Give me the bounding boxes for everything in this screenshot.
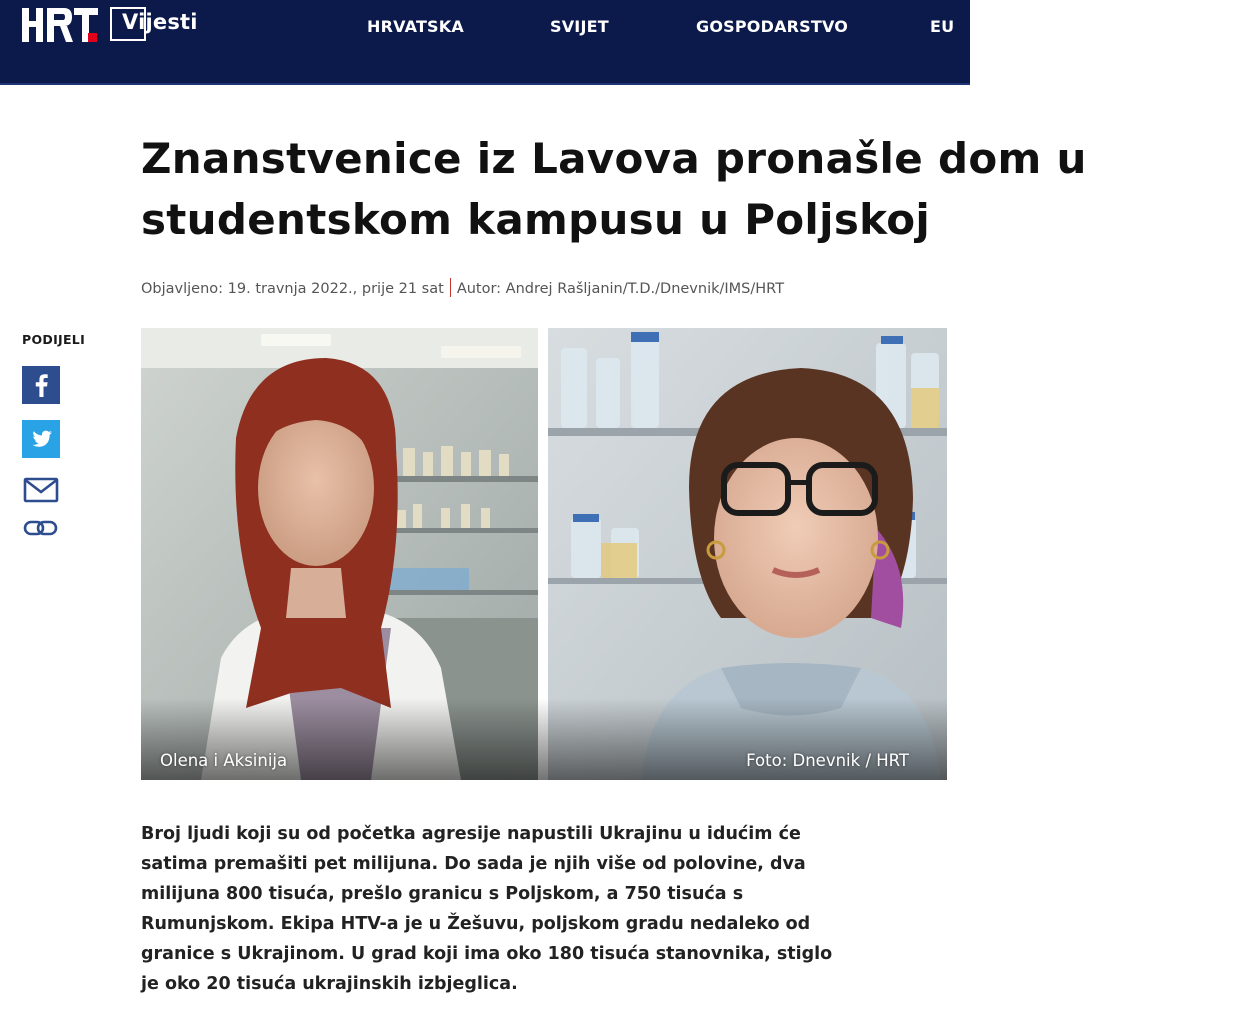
article-image[interactable] bbox=[141, 328, 947, 780]
share-label: PODIJELI bbox=[22, 332, 86, 347]
article-lead-line: milijuna 800 tisuća, prešlo granicu s Poljskom, a 750 tisuća s bbox=[141, 884, 744, 904]
image-caption: Olena i Aksinija bbox=[160, 751, 288, 770]
article-lead bbox=[141, 819, 833, 999]
article-lead-line: granice s Ukrajinom. U grad koji ima oko 180 tisuća stanovnika, stiglo bbox=[141, 944, 833, 964]
article-lead-line: Broj ljudi koji su od početka agresije napustili Ukrajinu u idućim će bbox=[141, 824, 801, 844]
meta-separator bbox=[450, 278, 451, 297]
twitter-icon bbox=[22, 420, 60, 458]
section-name[interactable]: Vijesti bbox=[122, 10, 198, 34]
article-meta bbox=[141, 278, 784, 297]
share-facebook-button[interactable] bbox=[22, 366, 60, 404]
site-header bbox=[0, 0, 970, 85]
article-title-line: studentskom kampusu u Poljskoj bbox=[141, 195, 931, 244]
mail-icon bbox=[22, 472, 60, 510]
share-link-button[interactable] bbox=[22, 514, 60, 552]
share-twitter-button[interactable] bbox=[22, 420, 60, 458]
share-email-button[interactable] bbox=[22, 472, 60, 510]
published-date: Objavljeno: 19. travnja 2022., prije 21 sat bbox=[141, 281, 444, 297]
image-credit: Foto: Dnevnik / HRT bbox=[746, 751, 909, 770]
nav-item-hrvatska[interactable]: HRVATSKA bbox=[367, 17, 464, 36]
link-icon bbox=[22, 514, 60, 542]
facebook-icon bbox=[22, 366, 60, 404]
nav-item-eu[interactable]: EU bbox=[930, 17, 955, 36]
article-photo bbox=[141, 328, 947, 780]
article-title-line: Znanstvenice iz Lavova pronašle dom u bbox=[141, 134, 1087, 183]
article-lead-line: Rumunjskom. Ekipa HTV-a je u Žešuvu, poljskom gradu nedaleko od bbox=[141, 914, 811, 934]
nav-item-svijet[interactable]: SVIJET bbox=[550, 17, 609, 36]
nav-item-gospodarstvo[interactable]: GOSPODARSTVO bbox=[696, 17, 849, 36]
article-author: Autor: Andrej Rašljanin/T.D./Dnevnik/IMS/HRT bbox=[456, 281, 785, 297]
article-lead-line: satima premašiti pet milijuna. Do sada je njih više od polovine, dva bbox=[141, 854, 806, 874]
article-lead-line: je oko 20 tisuća ukrajinskih izbjeglica. bbox=[141, 974, 518, 994]
main-nav bbox=[0, 17, 970, 41]
article-title bbox=[141, 128, 1241, 250]
